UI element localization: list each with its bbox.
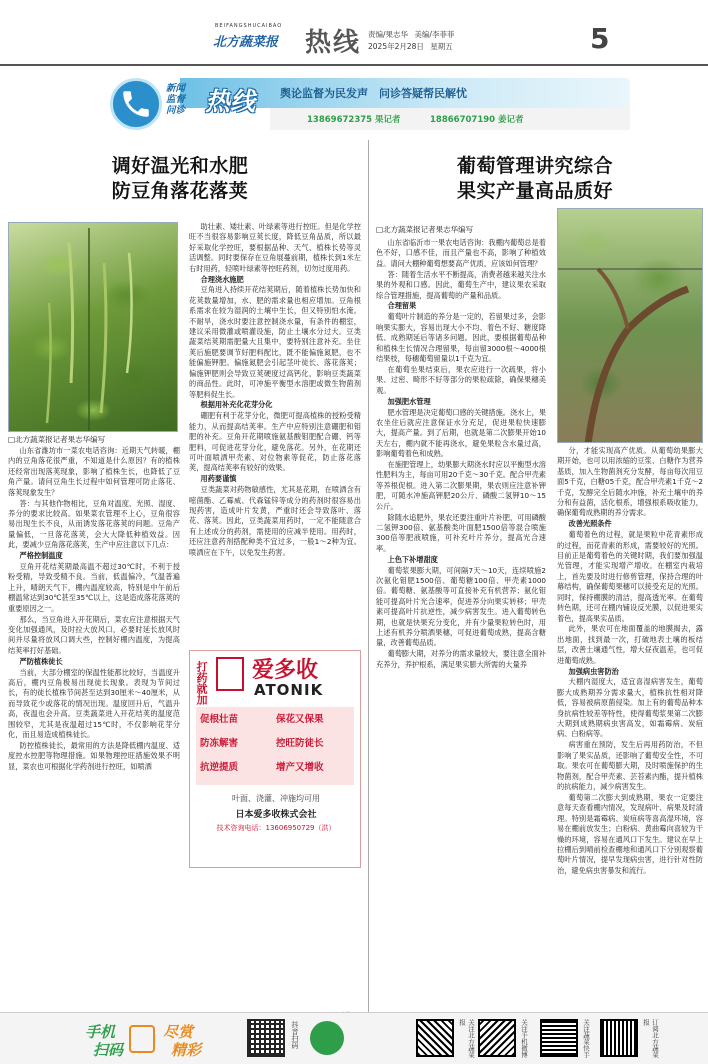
bean-pods-illustration [9,223,178,432]
footer-app-label: 抖音扫码 [291,1021,299,1049]
ad-brand-en: ATONIK [254,681,324,699]
banner-slogan: 舆论监督为民发声 问诊答疑帮民解忧 [280,87,467,100]
qr-label-1: 关注北方蔬菜报 [458,1019,475,1058]
page-number: 5 [590,22,610,55]
ad-slogan-5: 抗逆提质 [200,762,239,773]
ad-logo-box [216,657,244,691]
designer: 美编/李菲菲 [414,30,455,39]
section-heading: 用药要谨慎 [200,474,237,484]
ad-slogan-6: 增产又增收 [276,762,324,773]
banner-title: 热线 [205,87,256,116]
ad-company: 日本爱多收株式会社 [235,810,317,820]
section-heading: 合理留果 [387,301,417,311]
section-heading: 加强病虫害防治 [568,666,619,676]
bean-plant-photo [8,222,178,432]
ad-brand-cn: 爱多收 [252,658,319,683]
left-title-line-2: 防豆角落花落荚 [111,180,249,202]
ad-slogan-2: 保花又保果 [276,714,324,725]
footer-promo [85,1021,225,1059]
badge-line-1: 新闻 [166,83,186,94]
paragraph: 助壮素、矮壮素、叶绿素等进行控旺。但是化学控旺不当很容易影响豆荚长度，降低豆角品质，所以最好采取化学控旺，要根据品种、天气、植株长势等灵活调整。同时要保存在豆角展蔓前期，植株长到1米左右时用药，轻喷叶绿素等控旺药剂，切勿过度用药。 [189,222,361,273]
date: 2025年2月28日 [368,42,424,51]
right-article-col-1 [376,238,546,1006]
ad-side-text: 打药就加 [195,661,208,705]
section-heading: 根据用补充化花芽分化 [200,400,273,410]
badge-line-2: 监督 [166,94,186,105]
section-title: 热线 [305,28,362,58]
section-heading: 上色下补增甜度 [387,554,438,564]
left-photo-caption: □北方蔬菜报记者果志华编写 [8,435,106,444]
right-byline: □北方蔬菜报记者果志华编写 [376,225,474,234]
editor-credit [368,29,454,40]
left-article-title [60,154,300,204]
paragraph: 肥水管理是决定葡萄口感的关键措施。浇水上，果农坐住后就应注意保证水分充足，促进果粒快速膨大，提高产量。到了后期，也就是第二次膨果开始10天左右，棚内就不能再浇水，避免果粒含水量过高，影响葡萄着色和成熟。 [376,407,546,459]
left-article-col-2 [189,222,361,642]
paragraph: 豆类蔬菜对药物敏感性，尤其是花期，在喷洒含有嘧菌酯、乙霉威、代森锰锌等成分的药剂时很容易出现药害，造成叶片发黄，严重时还会导致落叶、落花、落荚。因此，豆类蔬菜用药时，一定不能随意合有上述成分的药剂，需使用的应减半使用。用药时，还应注意药剂搭配种类不宜过多，一般1～2种为宜。喷洒应在下午，以免发生药害。 [189,485,361,557]
editor: 责编/果志华 [368,30,409,39]
left-title-line-1: 调好温光和水肥 [111,155,249,177]
grape-vine-illustration [558,209,703,443]
footer-word-3: 尽赏 [163,1023,194,1041]
atonik-ad [189,650,361,868]
qr-code-4[interactable] [600,1019,638,1057]
ad-phone: 技术咨询电话：13606950729（洪） [216,824,336,832]
section-heading: 改善光照条件 [568,519,612,529]
logo-pinyin: BEIFANGSHUCAIBAO [215,23,283,29]
page-header [0,0,708,70]
paragraph: 在施肥管理上，幼果膨大期浇水时应以平衡型水溶性肥料为主，每亩可用20千克～30千克。配合甲壳素等养根促根。进入第二次膨果期，果农则应注意补钾肥，可随水冲施高钾肥20公斤、磷酸二氢钾10～15公斤。 [376,460,546,511]
hotline-banner [110,78,630,132]
paragraph: 答：与其他作物相比，豆角对温度、光照、湿度、养分的要求比较高。如果菜农管理不上心，豆角很容易出现生长不良，从而诱发落花落荚的问题。豆角产量偏低，一旦落花落荚，会大大降低种植效益。因此，要减少豆角落花落荚，生产中应注意以下几点： [8,498,180,550]
paragraph: 葡萄叶片制造的养分是一定的，若留果过多，会影响果实膨大，容易出现大小不均、着色不好、糖度降低、成熟期延后等诸多问题。因此，要根据葡萄品种和植株生长情况合理留果，每亩留3000根～4000根结果枝，每穗葡萄留量以1千克为宜。 [376,312,546,363]
paragraph: 葡萄第二次膨大到成熟期，果农一定要注意每天查看棚内情况，发现病叶、病果及时清理。特别是霜霉病、炭疽病等喜高湿环境，容易在棚前放发生；白粉病、黄曲霉向喜较为干燥的环境，容易在通风口下发生。建议在早上拉棚后到晴前检查棚地和通风口下分别观察葡萄叶片情况，提早发现病虫害，进行针对性防治，避免病虫害暴发和流行。 [557,792,703,875]
right-article-col-2 [557,446,703,1006]
paragraph: 防控植株徒长，最常用的方法是降低棚内温度、适度控水控肥等物理措施。如果物理控旺措施效果不明显，菜农也可根据化学药剂进行控旺，如喷洒 [8,740,180,771]
paragraph: 答：随着生活水平不断提高，消费者越来越关注水果的外观和口感。因此，葡萄生产中，建议果农采取综合管理措施，提高葡萄的产量和品质。 [376,269,546,300]
footer-word-2: 扫码 [93,1041,124,1059]
grape-vine-photo [557,208,703,443]
paragraph: 病害重在预防，发生后再用药防治，不但影响了果实品质，还影响了葡萄安全性，不可取。果农可在葡萄膨大期，及时喷施保护的生物菌剂，配合甲壳素、芸苔素内酯，提升植株的抗病能力，减少病害发生。 [557,740,703,791]
hotline-1: 13869672375 果记者 [307,115,401,125]
section-heading: 加强肥水管理 [387,396,431,406]
ad-slogan-3: 防冻解害 [200,738,239,749]
paragraph: 山东省临沂市一果农电话咨询：我棚内葡萄总是着色不好，口感不佳，而且产量也不高，影响了种植效益。请问大棚种葡萄想要高产优质，应该如何管理？ [376,238,546,268]
qr-code-3[interactable] [540,1019,578,1057]
paragraph: 豆角开花结荚期最高温不超过30℃时，不利于授粉受精，导致受精不良。当前，低温偏冷，气温普遍上升，晴朗天气下，棚内温度较高，特别是中午前后棚温常达到30℃甚至35℃以上，这是造成落花落荚的重要原因之一。 [8,561,180,613]
right-title-line-2: 果实产量高品质好 [456,180,613,202]
paragraph: 葡萄膨大期，对养分的需求量较大，要注意全面补充养分，养护根系，满足果实膨大所需的大量养 [376,649,546,669]
phone-badge [110,78,162,130]
paragraph: 大棚内湿度大，适宜喜湿病害发生，葡萄膨大成熟期养分需求量大，植株抗性相对降低，容易被病原菌侵染。加上有的葡萄品种本身抗病性较差等特性，使得葡萄浆果第二次膨大期到成熟期病虫害高发，如霜霉病、炭疽病、白粉病等。 [557,677,703,739]
badge-text [166,83,185,116]
logo-name: 北方蔬菜报 [213,35,279,50]
paragraph: 除随水追肥外，果农还要注重叶片补肥，可用磷酸二氢钾300倍、氨基酸类叶面肥1500倍等混合喷施300倍等肥液喷施，可补充叶片养分，提高光合速率。 [376,512,546,553]
right-article-title [400,154,670,204]
footer-word-4: 精彩 [171,1041,202,1059]
left-article-col-1 [8,446,180,1006]
paragraph: 豆角进入持续开花结荚期后，随着植株长势加快和花荚数量增加，水、肥的需求量也相应增加。豆角根系需求在较为湿润的土壤中生长，但又特别怕水淹。不耐旱，浇水时要注意控制浇水量，有条件的棚室，建议采用微灌或喷灌设施，防止土壤水分过大。豆类蔬菜结荚期需肥量大且集中，要特别注意补充。坐住荚后施肥要调节好肥料配比，既不能偏施氮肥，也不能偏施钾肥。偏施氮肥会引起茎叶徒长、落花落荚；偏施钾肥则会导致豆荚硬度过高钙化，影响豆类蔬菜的商品性。此时，可冲施平衡型水溶肥或微生物菌剂等肥料促生长。 [189,285,361,399]
paragraph: 此外，果农可在地面覆盖的地膜揭去，露出地面，找到最一次，打破地表土壤的板结层，改善土壤通气性，增大昼夜温差，也可促进葡萄成熟。 [557,624,703,665]
column-divider [368,140,369,1020]
footer-logo [310,1021,344,1055]
ad-tagline: 叶面、浇灌、冲施均可用 [232,794,320,803]
page-footer [0,1012,708,1064]
qr-label-3: 关注蔬菜快手 [582,1019,590,1058]
weekday: 星期五 [430,42,453,51]
qr-code-2[interactable] [478,1019,516,1057]
issue-date [368,41,453,52]
qr-code-douyin[interactable] [247,1019,285,1057]
ad-slogan-1: 促根壮苗 [200,714,239,725]
paragraph: 葡萄浆果膨大期，可间隔7天～10天，连续喷施2次氨化钼肥1500倍、葡萄糖100倍、甲壳素1000倍。葡萄糖、氨基酸等可直接补充有机营养；氨化钼能可提高叶片光合速率，促进养分向果实转移；甲壳素可提高叶片抗逆性，减少病害发生。进入葡萄转色期，也就是快果充分变化，并有少量果粒转色时，用上述有机养分喷洒果穗，可促进葡萄成熟，提高含糖量，改善葡萄品质。 [376,565,546,648]
qr-label-2: 关注手机微博 [520,1019,528,1058]
footer-qr-icon [129,1025,155,1053]
paragraph: 当前，大部分棚室的保温性能都比较好，当温度升高后，棚内豆角极易出现徒长现象。表现为节间过长，有的徒长植株节间甚至达到30厘米～40厘米，从而导致花少或落花的情况出现。温度回升后，气温升高，夜温也会升高。豆类蔬菜进入开花结荚的温度范围较窄，尤其是夜温超过15℃时，不仅影响花芽分化，而且易造成植株徒长。 [8,667,180,739]
qr-label-4: 订阅北方蔬菜报 [642,1019,659,1058]
phone-icon [119,87,153,121]
badge-line-3: 问诊 [166,105,186,116]
section-heading: 严防植株徒长 [19,656,63,666]
section-heading: 严格控制温度 [19,551,63,561]
right-title-line-1: 葡萄管理讲究综合 [456,155,613,177]
paragraph: 那么，当豆角进入开花期后，菜农应注意根据天气变化加强通风，及时拉大放风口，必要时延长放风时间并尽量将放风口调大些，控制好棚内温度，为提高结荚率打好基础。 [8,614,180,655]
header-rule [0,64,708,66]
paragraph: 分，才能实现高产优质。从葡萄幼果膨大期开始，也可以用浓缩的豆浆、白糖作为营养基质，加入生物菌剂充分发酵，每亩每次用豆面5千克，白糖05千克，配合甲壳素1千克～2千克，发酵完全后随水冲施，补充土壤中的养分和有益菌，活化根系，增强根系吸收能力，确保葡萄成熟期的养分需求。 [557,446,703,518]
ad-slogan-4: 控旺防徒长 [276,738,324,749]
paragraph: 山东省潍坊市一菜农电话咨询：近期天气转暖，棚内的豆角落花很严重，不知道是什么原因？有的植株还经常出现落荚现象，影响了植株生长，也降低了豆角产量。请问豆角生长过程中如何管理可防止落花、落荚现象发生？ [8,446,180,497]
section-heading: 合理浇水施肥 [200,274,244,284]
paragraph: 葡萄着色的过程，就是果粒中花青素形成的过程，而花青素的形成，需要较好的光照。目前正是葡萄着色的关键时期，我们要加强温光管理，才能实现增产增收。在棚室内栽培上，首先要及时进行修剪管理，保持合理的叶幕结构，确保葡萄果穗可以接受充足的光照。同时，保持棚膜的清洁，提高透光率。在葡萄转色期，还可在棚内铺设反光膜，以促进果实着色，提高果实品质。 [557,530,703,623]
qr-code-1[interactable] [416,1019,454,1057]
paragraph: 在葡萄坐果结束后，果农应进行一次疏果，将小果、过密、畸形不好等部分的果粒疏除，确保果穗美观。 [376,364,546,395]
paragraph: 硼肥有利于花芽分化，微肥可提高植株的授粉受精能力，从而提高结荚率。生产中应特别注意硼肥和钼肥的补充。豆角开花期喷施氨基酸钼肥配合硼、钙等肥料，可促进花芽分化，避免落花。另外，在花期还可叶面喷洒甲壳素、对位物素等促花，防止落花落荚，提高结荚率有较好的效果。 [189,411,361,473]
hotline-2: 18866707190 姜记者 [430,115,524,125]
footer-word-1: 手机 [85,1023,116,1041]
